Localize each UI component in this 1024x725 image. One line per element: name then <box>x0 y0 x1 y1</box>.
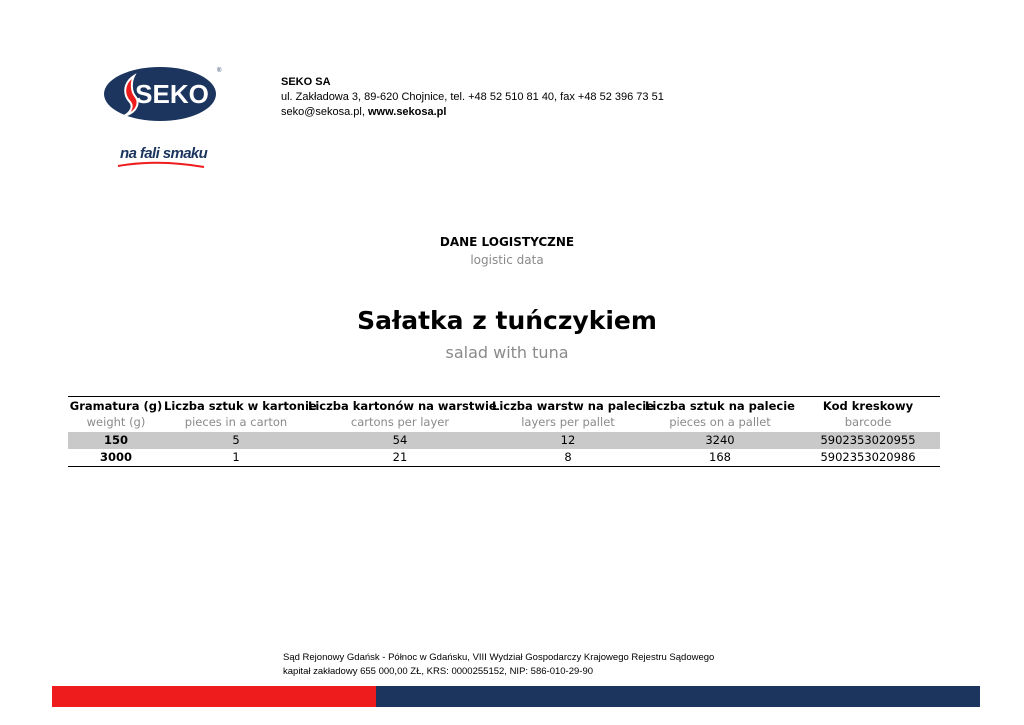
cell-pieces-carton: 5 <box>232 433 240 447</box>
company-address: ul. Zakładowa 3, 89-620 Chojnice, tel. +48 52 510 81 40, fax +48 52 396 73 51 <box>281 91 664 103</box>
logo-wordmark: SEKO <box>135 79 209 109</box>
cell-layers-pallet: 12 <box>560 433 576 447</box>
subheader-weight: weight (g) <box>86 415 146 429</box>
cell-weight: 150 <box>103 433 128 447</box>
section-subtitle: logistic data <box>470 253 544 267</box>
company-website[interactable]: www.sekosa.pl <box>368 106 447 118</box>
table-subheader-row <box>68 414 940 432</box>
legal-court: Sąd Rejonowy Gdańsk - Północ w Gdańsku, VIII Wydział Gospodarczy Krajowego Rejestru Sądowego <box>283 652 715 663</box>
table-row <box>68 449 940 466</box>
cell-weight: 3000 <box>99 450 132 464</box>
header-cartons-layer: Liczba kartonów na warstwie <box>308 399 497 413</box>
cell-pieces-pallet: 3240 <box>705 433 735 447</box>
table-header-row <box>68 397 940 414</box>
company-name: SEKO SA <box>281 76 331 88</box>
cell-cartons-layer: 54 <box>392 433 408 447</box>
seko-logo <box>104 66 220 122</box>
cell-pieces-carton: 1 <box>232 450 240 464</box>
cell-barcode: 5902353020955 <box>820 433 916 447</box>
footer-bar-red <box>52 686 376 707</box>
header-pieces-pallet: Liczba sztuk na palecie <box>645 399 795 413</box>
legal-footer <box>283 651 714 679</box>
cell-barcode: 5902353020986 <box>820 450 916 464</box>
product-title: Sałatka z tuńczykiem <box>357 306 657 335</box>
header-weight: Gramatura (g) <box>69 399 163 413</box>
slogan-text: na fali smaku <box>120 145 208 162</box>
subheader-barcode: barcode <box>844 415 892 429</box>
header-pieces-carton: Liczba sztuk w kartonie <box>164 399 317 413</box>
section-title: DANE LOGISTYCZNE <box>439 235 575 249</box>
subheader-pieces-pallet: pieces on a pallet <box>669 415 771 429</box>
subheader-pieces-carton: pieces in a carton <box>184 415 288 429</box>
company-email[interactable]: seko@sekosa.pl, <box>281 106 368 118</box>
brand-slogan <box>118 142 208 172</box>
logistics-table <box>68 396 940 467</box>
company-contact <box>281 105 664 120</box>
cell-layers-pallet: 8 <box>564 450 572 464</box>
subheader-cartons-layer: cartons per layer <box>350 415 450 429</box>
cell-pieces-pallet: 168 <box>709 450 731 464</box>
footer-bar-blue <box>376 686 980 707</box>
header-barcode: Kod kreskowy <box>822 399 914 413</box>
cell-cartons-layer: 21 <box>392 450 408 464</box>
header-layers-pallet: Liczba warstw na palecie <box>492 399 655 413</box>
table-row <box>68 432 940 449</box>
company-info <box>281 75 664 120</box>
subheader-layers-pallet: layers per pallet <box>521 415 615 429</box>
product-subtitle: salad with tuna <box>445 343 569 362</box>
svg-text:®: ® <box>217 68 222 74</box>
legal-registration: kapitał zakładowy 655 000,00 ZŁ, KRS: 0000255152, NIP: 586-010-29-90 <box>283 666 594 677</box>
